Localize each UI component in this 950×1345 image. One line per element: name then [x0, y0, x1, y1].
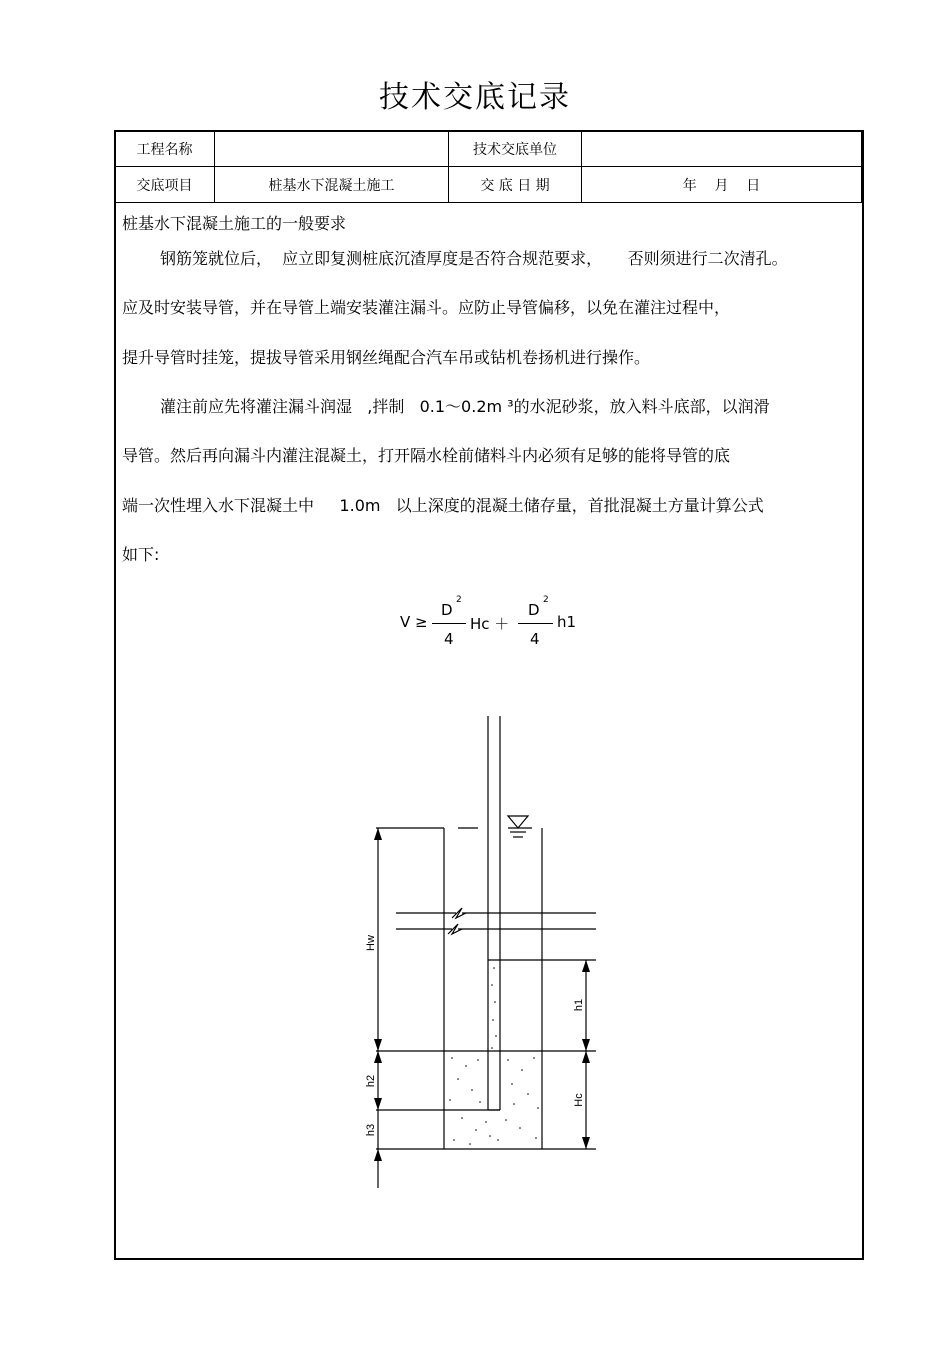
formula-denominator: 4	[530, 630, 540, 648]
body-line: 应及时安装导管，并在导管上端安装灌注漏斗。应防止导管偏移，以免在灌注过程中，	[122, 298, 731, 317]
project-name-label: 工程名称	[115, 131, 215, 167]
body-line: 灌注前应先将灌注漏斗润湿 ,拌制 0.1～0.2m ³的水泥砂浆，放入料斗底部，以润滑	[160, 397, 770, 416]
document-title: 技术交底记录	[379, 80, 571, 115]
label-h1: h1	[573, 998, 585, 1012]
formula-term: Hc ＋	[470, 615, 510, 633]
label-h3: h3	[365, 1123, 377, 1137]
body-line: 端一次性埋入水下混凝土中 1.0m 以上深度的混凝土储存量，首批混凝土方量计算公式	[122, 496, 764, 515]
body-line: 导管。然后再向漏斗内灌注混凝土，打开隔水栓前储料斗内必须有足够的能将导管的底	[122, 446, 731, 465]
body-heading: 桩基水下混凝土施工的一般要求	[122, 214, 347, 233]
formula-exponent: 2	[456, 595, 462, 605]
label-hw: Hw	[365, 935, 377, 951]
date-value[interactable]: 年 月 日	[582, 167, 862, 203]
label-hc: Hc	[573, 1093, 585, 1107]
item-value[interactable]: 桩基水下混凝土施工	[215, 167, 449, 203]
body-line: 如下:	[122, 545, 160, 564]
formula-numerator: D	[441, 601, 453, 619]
formula-exponent: 2	[543, 595, 549, 605]
date-label: 交 底 日 期	[449, 167, 582, 203]
formula-term: h1	[557, 613, 577, 631]
formula-numerator: D	[528, 601, 540, 619]
body-line: 提升导管时挂笼，提拔导管采用钢丝绳配合汽车吊或钻机卷扬机进行操作。	[122, 348, 651, 367]
body-line: 钢筋笼就位后， 应立即复测桩底沉渣厚度是否符合规范要求， 否则须进行二次清孔。	[160, 249, 788, 268]
item-label: 交底项目	[115, 167, 215, 203]
formula-lhs: V ≥	[400, 613, 428, 631]
formula-denominator: 4	[444, 630, 454, 648]
unit-label: 技术交底单位	[449, 131, 582, 167]
label-h2: h2	[365, 1074, 377, 1088]
